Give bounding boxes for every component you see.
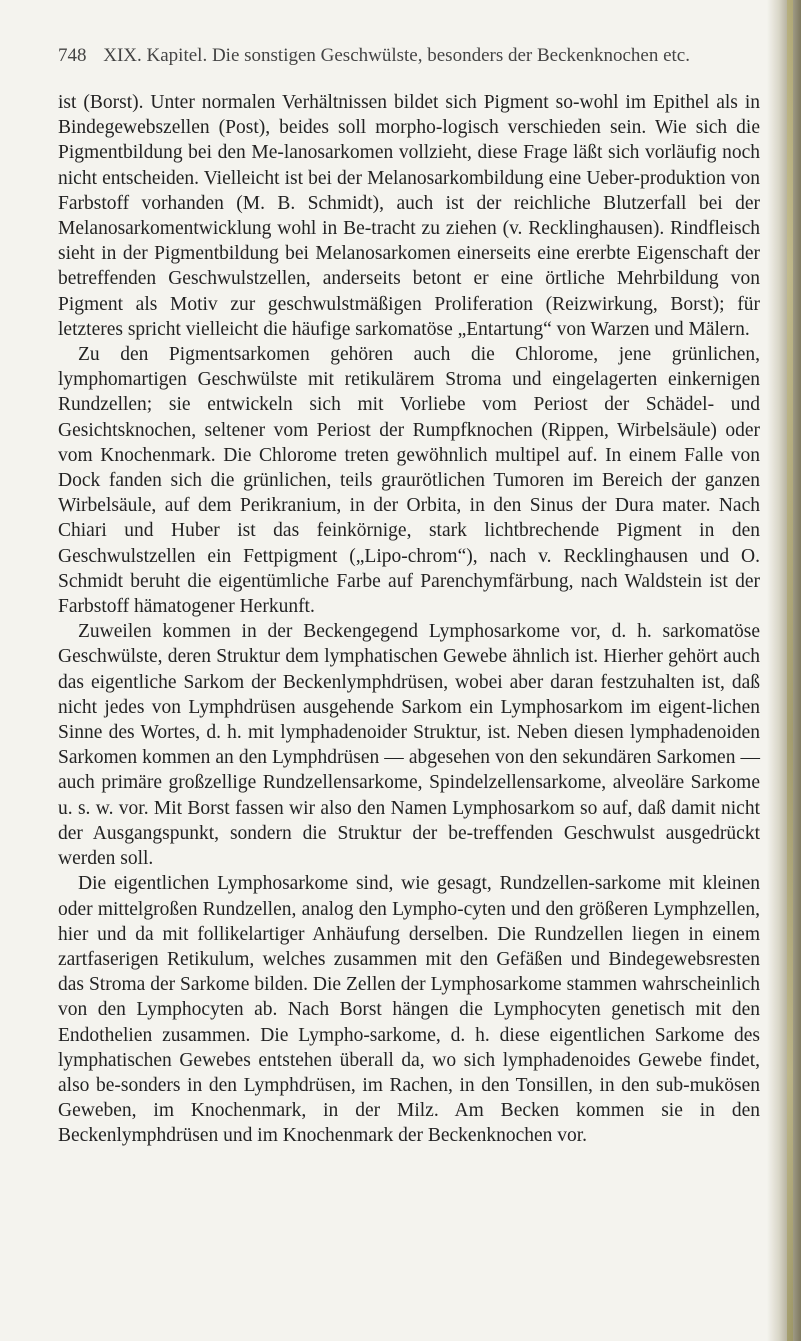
paragraph-lymphosarkome-struktur: Die eigentlichen Lymphosarkome sind, wie gesagt, Rundzellen-sarkome mit kleinen oder mittelgroßen Rundzellen, analog den Lympho-cyten und den größeren Lymphzellen, hier und da mit follikelartiger Anhäufung derselben. Die Rundzellen liegen in einem zartfaserigen Retikulum, welches zusammen mit den Gefäßen und Bindegewebsresten das Stroma der Sarkome bilden. Die Zellen der Lymphosarkome stammen wahrscheinlich von den Lymphocyten ab. Nach Borst hängen die Lymphocyten genetisch mit den Endothelien zusammen. Die Lympho-sarkome, d. h. diese eigentlichen Sarkome des lymphatischen Gewebes entstehen überall da, wo sich lymphadenoides Gewebe findet, also be-sonders in den Lymphdrüsen, im Rachen, in den Tonsillen, in den sub-mukösen Geweben, im Knochenmark, in der Milz. Am Becken kommen sie in den Beckenlymphdrüsen und im Knochenmark der Beckenknochen vor.	[58, 873, 760, 1147]
page-header	[58, 44, 748, 68]
body-text	[58, 90, 760, 1149]
paragraph-lymphosarkome-becken: Zuweilen kommen in der Beckengegend Lymphosarkome vor, d. h. sarkomatöse Geschwülste, deren Struktur dem lymphatischen Gewebe ähnlich ist. Hierher gehört auch das eigentliche Sarkom der Beckenlymphdrüsen, wobei aber daran festzuhalten ist, daß nicht jedes von Lymphdrüsen ausgehende Sarkom ein Lymphosarkom im eigent-lichen Sinne des Wortes, d. h. mit lymphadenoider Struktur, ist. Neben diesen lymphadenoiden Sarkomen kommen an den Lymphdrüsen — abgesehen von den sekundären Sarkomen — auch primäre großzellige Rundzellensarkome, Spindelzellensarkome, alveoläre Sarkome u. s. w. vor. Mit Borst fassen wir also den Namen Lymphosarkom so auf, daß damit nicht der Ausgangspunkt, sondern die Struktur der be-treffenden Geschwulst ausgedrückt werden soll.	[58, 621, 760, 870]
page-edge-shadow	[767, 0, 801, 1341]
paragraph-chlorome: Zu den Pigmentsarkomen gehören auch die Chlorome, jene grünlichen, lymphomartigen Geschwülste mit retikulärem Stroma und eingelagerten einkernigen Rundzellen; sie entwickeln sich mit Vorliebe vom Periost der Schädel- und Gesichtsknochen, seltener vom Periost der Rumpfknochen (Rippen, Wirbelsäule) oder vom Knochenmark. Die Chlorome treten gewöhnlich multipel auf. In einem Falle von Dock fanden sich die grünlichen, teils graurötlichen Tumoren im Bereich der ganzen Wirbelsäule, auf dem Perikranium, in der Orbita, in den Sinus der Dura mater. Nach Chiari und Huber ist das feinkörnige, stark lichtbrechende Pigment in den Geschwulstzellen ein Fettpigment („Lipo-chrom“), nach v. Recklinghausen und O. Schmidt beruht die eigentümliche Farbe auf Parenchymfärbung, nach Waldstein ist der Farbstoff hämatogener Herkunft.	[58, 344, 760, 618]
running-title: XIX. Kapitel. Die sonstigen Geschwülste, besonders der Beckenknochen etc.	[103, 45, 690, 66]
paragraph-melanosarkom: ist (Borst). Unter normalen Verhältnissen bildet sich Pigment so-wohl im Epithel als in Bindegewebszellen (Post), beides soll morpho-logisch verschieden sein. Wie sich die Pigmentbildung bei den Me-lanosarkomen vollzieht, diese Frage läßt sich vorläufig noch nicht entscheiden. Vielleicht ist bei der Melanosarkombildung eine Ueber-produktion von Farbstoff vorhanden (M. B. Schmidt), auch ist der reichliche Blutzerfall bei der Melanosarkomentwicklung wohl in Be-tracht zu ziehen (v. Recklinghausen). Rindfleisch sieht in der Pigmentbildung bei Melanosarkomen einerseits eine ererbte Eigenschaft der betreffenden Geschwulstzellen, anderseits betont er eine örtliche Mehrbildung von Pigment als Motiv zur geschwulstmäßigen Proliferation (Reizwirkung, Borst); für letzteres spricht vielleicht die häufige sarkomatöse „Entartung“ von Warzen und Mälern.	[58, 92, 760, 340]
page-number: 748	[58, 45, 87, 66]
